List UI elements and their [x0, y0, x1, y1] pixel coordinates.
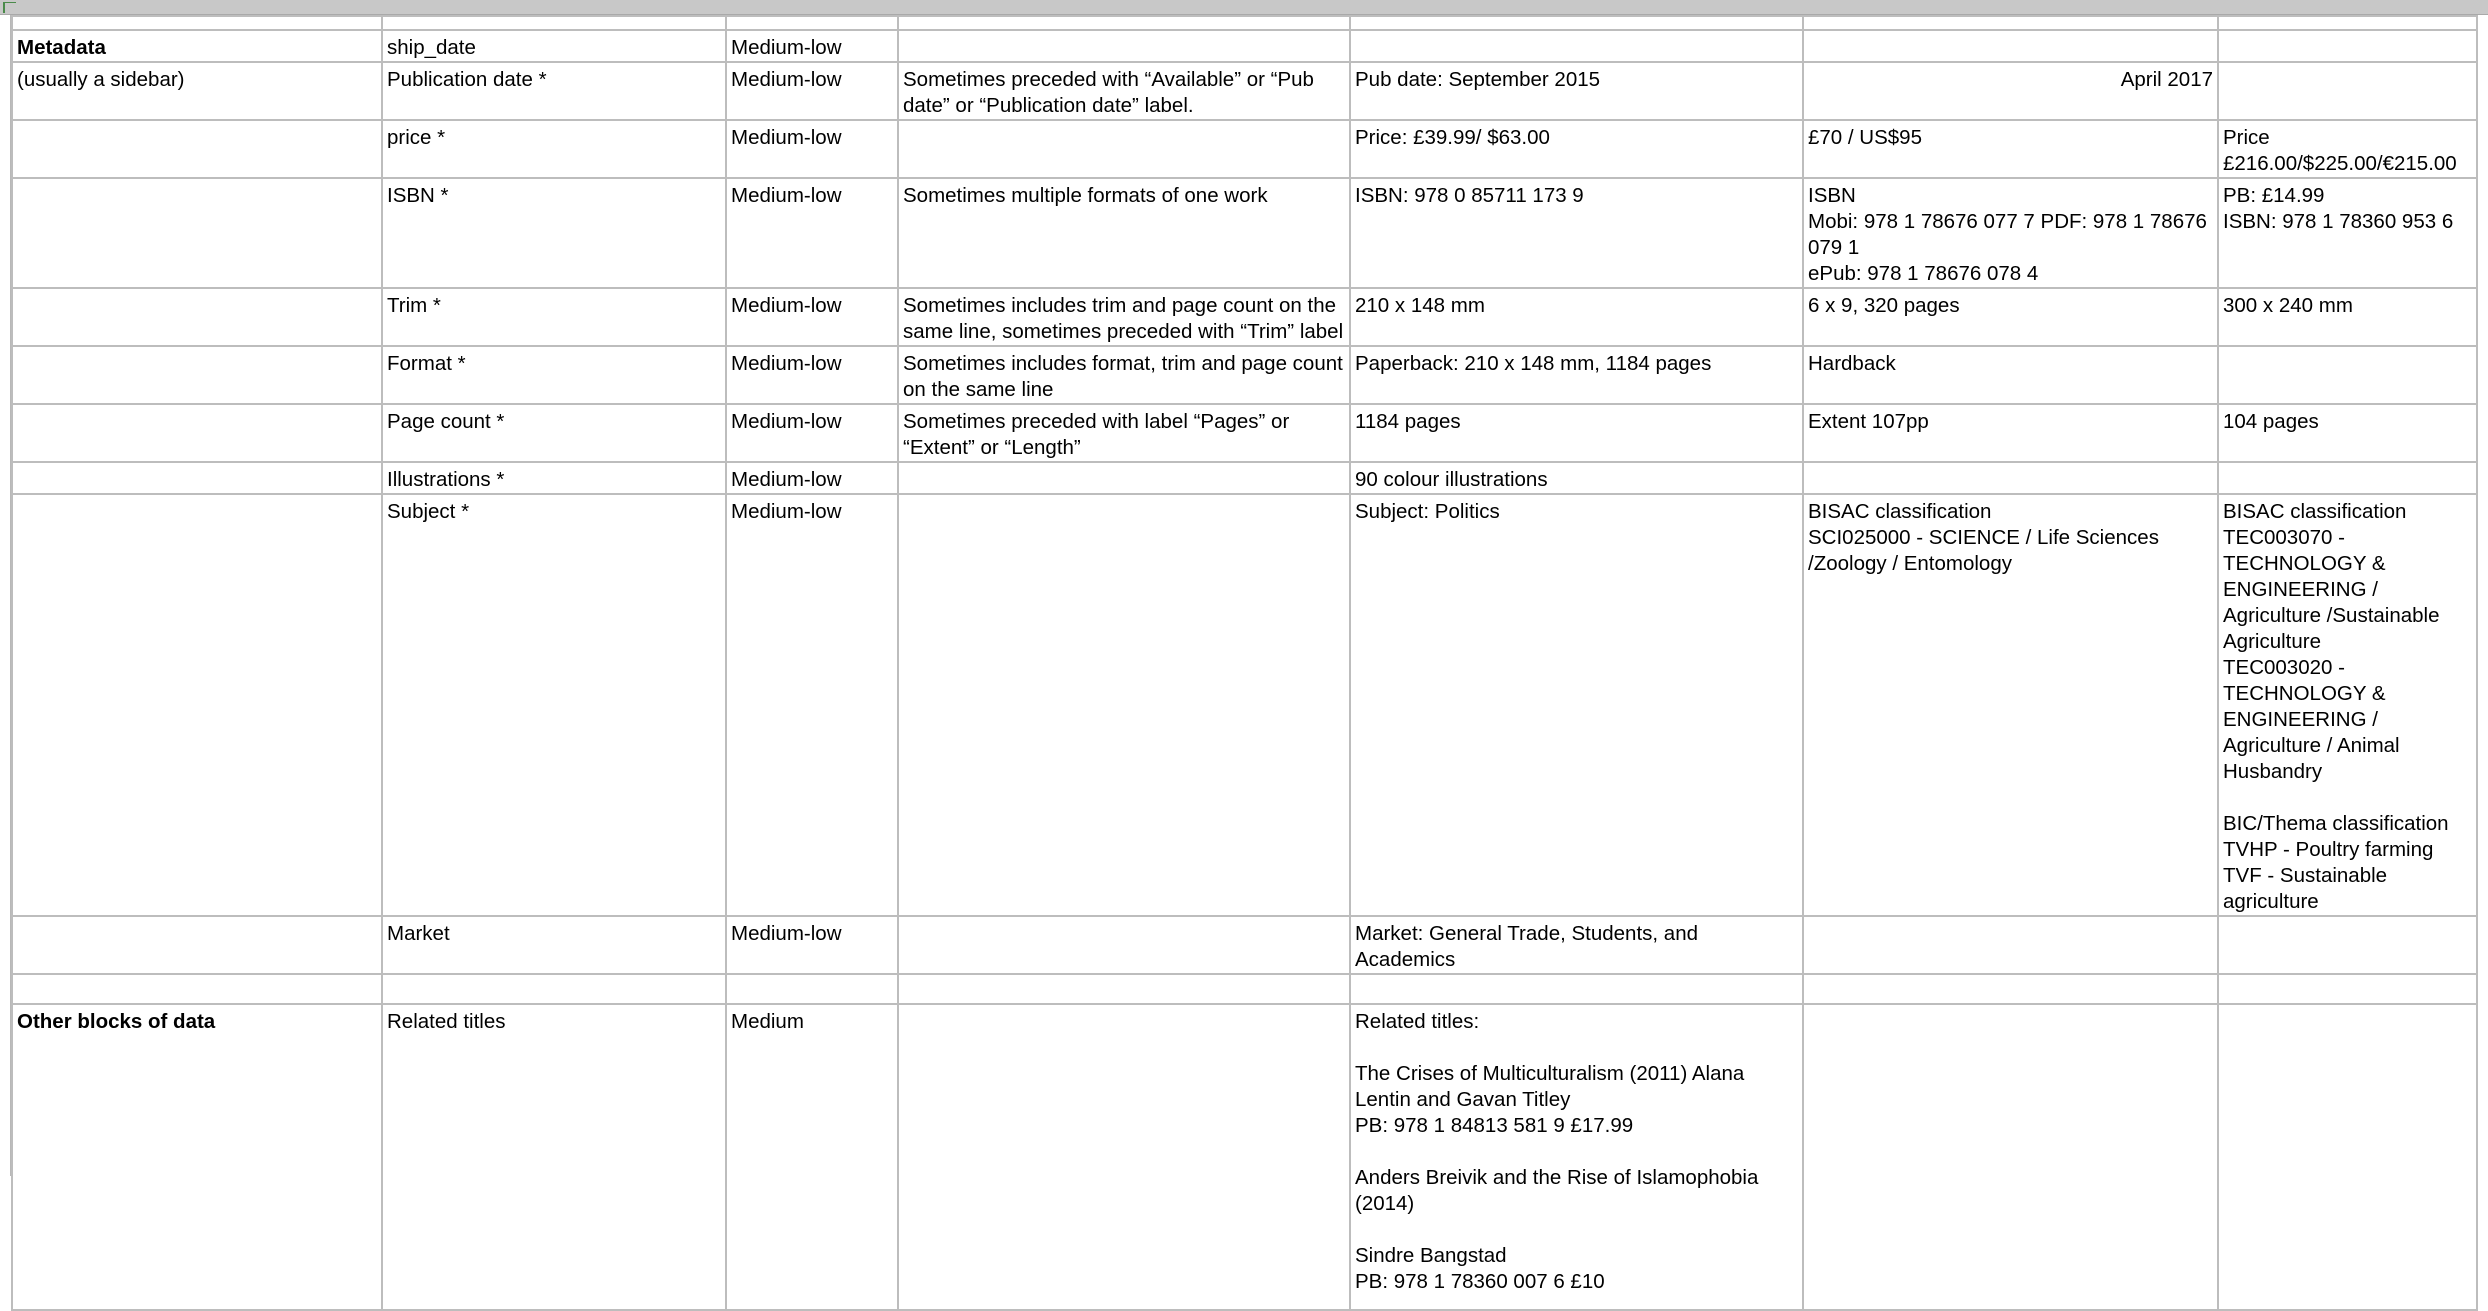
example-cell[interactable]: Extent 107pp: [1803, 404, 2218, 462]
cell[interactable]: [726, 16, 898, 30]
example-cell[interactable]: Subject: Politics: [1350, 494, 1803, 916]
cell[interactable]: [898, 974, 1350, 1004]
cell[interactable]: [12, 16, 382, 30]
table-row: [12, 120, 2477, 178]
example-cell[interactable]: £70 / US$95: [1803, 120, 2218, 178]
example-cell[interactable]: [2218, 30, 2477, 62]
example-cell[interactable]: 104 pages: [2218, 404, 2477, 462]
example-cell[interactable]: [2218, 62, 2477, 120]
field-name-cell[interactable]: Format *: [382, 346, 726, 404]
section-label-cell[interactable]: [12, 462, 382, 494]
priority-cell[interactable]: Medium-low: [726, 404, 898, 462]
field-name-cell[interactable]: Trim *: [382, 288, 726, 346]
priority-cell[interactable]: Medium-low: [726, 346, 898, 404]
example-cell[interactable]: [2218, 462, 2477, 494]
field-name-cell[interactable]: Subject *: [382, 494, 726, 916]
table-row: [12, 346, 2477, 404]
spreadsheet-grid: [11, 15, 2478, 1311]
priority-cell[interactable]: Medium-low: [726, 462, 898, 494]
notes-cell[interactable]: [898, 916, 1350, 974]
field-name-cell[interactable]: price *: [382, 120, 726, 178]
notes-cell[interactable]: [898, 120, 1350, 178]
field-name-cell[interactable]: ISBN *: [382, 178, 726, 288]
example-cell[interactable]: 90 colour illustrations: [1350, 462, 1803, 494]
notes-cell[interactable]: Sometimes multiple formats of one work: [898, 178, 1350, 288]
example-cell[interactable]: 1184 pages: [1350, 404, 1803, 462]
example-cell[interactable]: Hardback: [1803, 346, 2218, 404]
example-cell[interactable]: Market: General Trade, Students, and Academics: [1350, 916, 1803, 974]
example-cell[interactable]: Paperback: 210 x 148 mm, 1184 pages: [1350, 346, 1803, 404]
table-row: [12, 16, 2477, 30]
table-row: [12, 404, 2477, 462]
example-cell[interactable]: BISAC classification TEC003070 - TECHNOLOGY & ENGINEERING / Agriculture /Sustainable Agriculture TEC003020 - TECHNOLOGY & ENGINEERING / Agriculture / Animal Husbandry BIC/Thema classification TVHP - Poultry farming TVF - Sustainable agriculture: [2218, 494, 2477, 916]
example-cell[interactable]: Pub date: September 2015: [1350, 62, 1803, 120]
cell[interactable]: [382, 974, 726, 1004]
cell[interactable]: [2218, 974, 2477, 1004]
notes-cell[interactable]: [898, 1004, 1350, 1310]
priority-cell[interactable]: Medium-low: [726, 30, 898, 62]
priority-cell[interactable]: Medium: [726, 1004, 898, 1310]
priority-cell[interactable]: Medium-low: [726, 916, 898, 974]
notes-cell[interactable]: Sometimes includes trim and page count on the same line, sometimes preceded with “Trim” label: [898, 288, 1350, 346]
table-row: [12, 916, 2477, 974]
example-cell[interactable]: April 2017: [1803, 62, 2218, 120]
section-label-cell[interactable]: [12, 916, 382, 974]
example-cell[interactable]: ISBN Mobi: 978 1 78676 077 7 PDF: 978 1 78676 079 1 ePub: 978 1 78676 078 4: [1803, 178, 2218, 288]
example-cell[interactable]: BISAC classification SCI025000 - SCIENCE / Life Sciences /Zoology / Entomology: [1803, 494, 2218, 916]
cell[interactable]: [2218, 16, 2477, 30]
notes-cell[interactable]: [898, 30, 1350, 62]
field-name-cell[interactable]: Illustrations *: [382, 462, 726, 494]
table-row: [12, 974, 2477, 1004]
field-name-cell[interactable]: Market: [382, 916, 726, 974]
priority-cell[interactable]: Medium-low: [726, 288, 898, 346]
example-cell[interactable]: [2218, 916, 2477, 974]
table-row: [12, 178, 2477, 288]
cell[interactable]: [1350, 974, 1803, 1004]
example-cell[interactable]: Related titles: The Crises of Multiculturalism (2011) Alana Lentin and Gavan Titley PB: 978 1 84813 581 9 £17.99 Anders Breivik and the Rise of Islamophobia (2014) Sindre Bangstad PB: 978 1 78360 007 6 £10: [1350, 1004, 1803, 1310]
priority-cell[interactable]: Medium-low: [726, 120, 898, 178]
example-cell[interactable]: Price: £39.99/ $63.00: [1350, 120, 1803, 178]
example-cell[interactable]: [1803, 462, 2218, 494]
table-row: [12, 30, 2477, 62]
field-name-cell[interactable]: ship_date: [382, 30, 726, 62]
example-cell[interactable]: [1803, 916, 2218, 974]
example-cell[interactable]: [1803, 1004, 2218, 1310]
field-name-cell[interactable]: Publication date *: [382, 62, 726, 120]
section-label-cell[interactable]: [12, 288, 382, 346]
notes-cell[interactable]: [898, 494, 1350, 916]
example-cell[interactable]: [1350, 30, 1803, 62]
example-cell[interactable]: [1803, 30, 2218, 62]
example-cell[interactable]: 6 x 9, 320 pages: [1803, 288, 2218, 346]
table-row: [12, 62, 2477, 120]
table-row: [12, 288, 2477, 346]
section-label-cell[interactable]: [12, 404, 382, 462]
priority-cell[interactable]: Medium-low: [726, 62, 898, 120]
field-name-cell[interactable]: Related titles: [382, 1004, 726, 1310]
example-cell[interactable]: 300 x 240 mm: [2218, 288, 2477, 346]
cell[interactable]: [382, 16, 726, 30]
select-all-corner[interactable]: [3, 2, 16, 13]
notes-cell[interactable]: Sometimes preceded with label “Pages” or “Extent” or “Length”: [898, 404, 1350, 462]
section-label-cell[interactable]: [12, 346, 382, 404]
cell[interactable]: [726, 974, 898, 1004]
field-name-cell[interactable]: Page count *: [382, 404, 726, 462]
section-label-cell[interactable]: [12, 494, 382, 916]
section-label-cell[interactable]: [12, 178, 382, 288]
priority-cell[interactable]: Medium-low: [726, 494, 898, 916]
section-label-cell[interactable]: [12, 120, 382, 178]
cell[interactable]: [898, 16, 1350, 30]
section-label-cell[interactable]: Metadata: [12, 30, 382, 62]
example-cell[interactable]: [2218, 346, 2477, 404]
example-cell[interactable]: ISBN: 978 0 85711 173 9: [1350, 178, 1803, 288]
spreadsheet-header-bar: [0, 0, 2488, 15]
table-row: [12, 462, 2477, 494]
table-row: [12, 1004, 2477, 1310]
section-label-cell[interactable]: Other blocks of data: [12, 1004, 382, 1310]
example-cell[interactable]: PB: £14.99 ISBN: 978 1 78360 953 6: [2218, 178, 2477, 288]
cell[interactable]: [1350, 16, 1803, 30]
example-cell[interactable]: 210 x 148 mm: [1350, 288, 1803, 346]
priority-cell[interactable]: Medium-low: [726, 178, 898, 288]
cell[interactable]: [1803, 974, 2218, 1004]
example-cell[interactable]: [2218, 1004, 2477, 1310]
example-cell[interactable]: Price £216.00/$225.00/€215.00: [2218, 120, 2477, 178]
cell[interactable]: [1803, 16, 2218, 30]
notes-cell[interactable]: Sometimes includes format, trim and page count on the same line: [898, 346, 1350, 404]
cell[interactable]: [12, 974, 382, 1004]
notes-cell[interactable]: Sometimes preceded with “Available” or “Pub date” or “Publication date” label.: [898, 62, 1350, 120]
table-row: [12, 494, 2477, 916]
section-label-cell[interactable]: (usually a sidebar): [12, 62, 382, 120]
notes-cell[interactable]: [898, 462, 1350, 494]
